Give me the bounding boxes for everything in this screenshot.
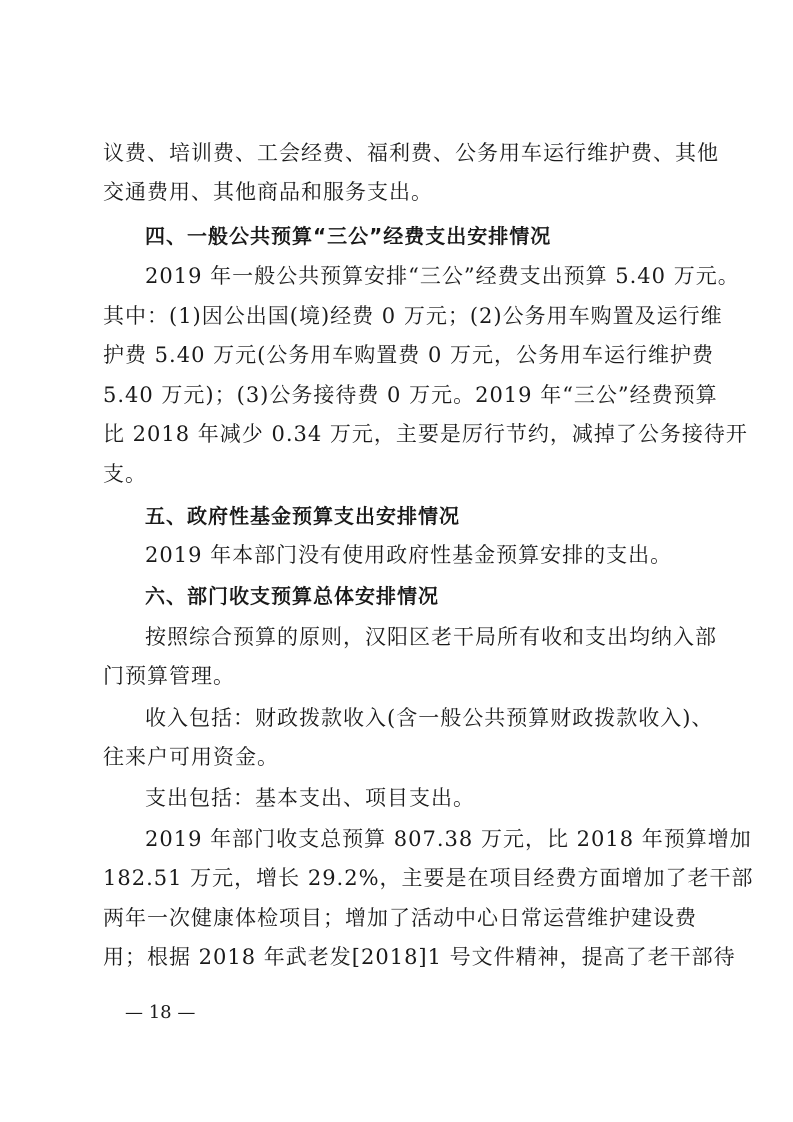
body-text-line: 5.40 万元)；(3)公务接待费 0 万元。2019 年“三公”经费预算: [103, 383, 718, 407]
section-heading-six: 六、部门收支预算总体安排情况: [145, 584, 439, 608]
body-text-line: 护费 5.40 万元(公务用车购置费 0 万元，公务用车运行维护费: [103, 343, 715, 367]
body-text-line: 比 2018 年减少 0.34 万元，主要是厉行节约，减掉了公务接待开: [103, 422, 748, 446]
section-heading-four: 四、一般公共预算“三公”经费支出安排情况: [145, 224, 552, 248]
body-text-line: 支。: [103, 462, 147, 486]
body-text-line: 两年一次健康体检项目；增加了活动中心日常运营维护建设费: [103, 906, 697, 930]
body-text-line: 182.51 万元，增长 29.2%，主要是在项目经费方面增加了老干部: [103, 866, 754, 890]
paragraph-line: 按照综合预算的原则，汉阳区老干局所有收和支出均纳入部: [145, 625, 717, 649]
page-number: — 18 —: [125, 1002, 196, 1023]
body-text-line: 用；根据 2018 年武老发[2018]1 号文件精神，提高了老干部待: [103, 945, 736, 969]
document-page: [103, 0, 754, 1122]
paragraph-line: 2019 年部门收支总预算 807.38 万元，比 2018 年预算增加: [145, 827, 752, 851]
body-text-line: 其中：(1)因公出国(境)经费 0 万元；(2)公务用车购置及运行维: [103, 304, 723, 328]
paragraph-line: 2019 年一般公共预算安排“三公”经费支出预算 5.40 万元。: [145, 264, 740, 288]
section-heading-five: 五、政府性基金预算支出安排情况: [145, 504, 460, 528]
paragraph-line: 支出包括：基本支出、项目支出。: [145, 786, 475, 810]
body-text-line: 交通费用、其他商品和服务支出。: [103, 180, 433, 204]
body-text-line: 往来户可用资金。: [103, 745, 279, 769]
body-text-line: 门预算管理。: [103, 664, 235, 688]
paragraph-line: 2019 年本部门没有使用政府性基金预算安排的支出。: [145, 543, 673, 567]
paragraph-line: 收入包括：财政拨款收入(含一般公共预算财政拨款收入)、: [145, 706, 714, 730]
body-text-line: 议费、培训费、工会经费、福利费、公务用车运行维护费、其他: [103, 141, 719, 165]
